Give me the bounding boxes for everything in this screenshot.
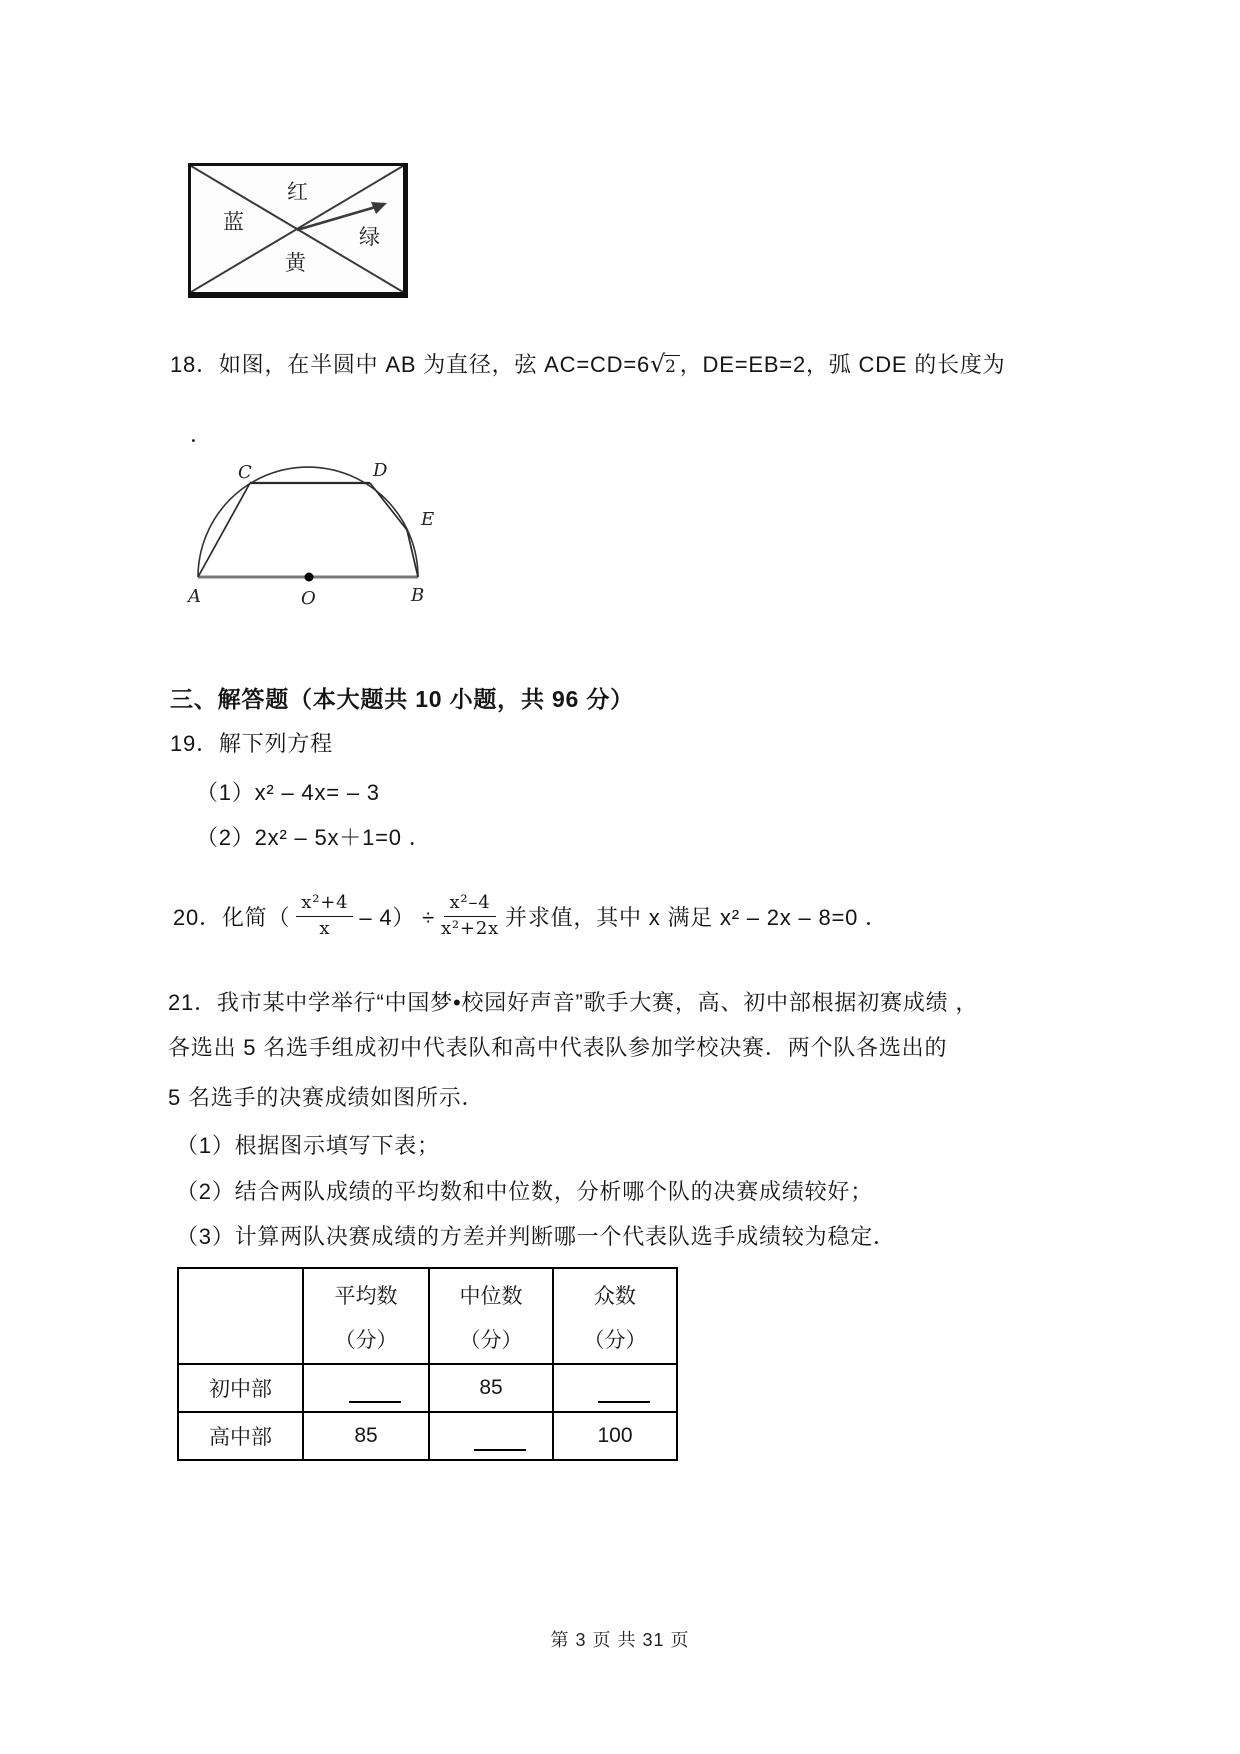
page-footer: 第 3 页 共 31 页 bbox=[550, 1630, 690, 1650]
header-mode bbox=[553, 1268, 677, 1364]
region-label-red: 红 bbox=[287, 181, 308, 204]
question-21-line-3: 5 名选手的决赛成绩如图所示． bbox=[168, 1085, 485, 1110]
header-mode-unit: （分） bbox=[583, 1329, 647, 1352]
row-label-junior: 初中部 bbox=[178, 1364, 303, 1412]
question-21-sub-3: （3）计算两队决赛成绩的方差并判断哪一个代表队选手成绩较为稳定． bbox=[176, 1224, 896, 1249]
table-header-row bbox=[178, 1268, 677, 1364]
question-18-text bbox=[170, 348, 1005, 379]
row-label-senior: 高中部 bbox=[178, 1412, 303, 1460]
rectangle-diagonals-figure bbox=[188, 163, 408, 298]
header-average bbox=[303, 1268, 429, 1364]
senior-median-cell bbox=[429, 1412, 553, 1460]
question-18-text-after: ，DE=EB=2，弧 CDE 的长度为 bbox=[679, 352, 1006, 377]
question-21-sub-2: （2）结合两队成绩的平均数和中位数，分析哪个队的决赛成绩较好； bbox=[176, 1179, 874, 1204]
radical-sign: √ bbox=[650, 350, 667, 378]
rectangle-figure-drawing bbox=[191, 166, 403, 292]
question-20-prefix: 20．化简（ bbox=[173, 904, 291, 930]
point-label-O: O bbox=[301, 588, 316, 609]
fraction-2 bbox=[441, 892, 499, 940]
radicand: 2 bbox=[664, 355, 680, 377]
center-point-O bbox=[305, 573, 314, 582]
point-label-A: A bbox=[188, 586, 201, 607]
header-median bbox=[429, 1268, 553, 1364]
table-row-junior bbox=[178, 1364, 677, 1412]
senior-average-cell: 85 bbox=[303, 1412, 429, 1460]
fraction-1 bbox=[296, 892, 353, 940]
fraction-2-denominator: x²+2x bbox=[440, 917, 500, 939]
fraction-2-numerator: x²–4 bbox=[444, 892, 495, 917]
question-19-title: 19．解下列方程 bbox=[170, 731, 333, 756]
semicircle-figure bbox=[160, 440, 460, 610]
question-20-suffix: 并求值，其中 x 满足 x² – 2x – 8=0 ． bbox=[505, 904, 888, 930]
point-label-E: E bbox=[421, 509, 435, 530]
blank-answer-line bbox=[598, 1401, 650, 1403]
senior-mode-cell: 100 bbox=[553, 1412, 677, 1460]
question-21-sub-1: （1）根据图示填写下表； bbox=[176, 1133, 440, 1158]
question-18-answer-blank: ． bbox=[190, 422, 213, 447]
header-mode-label: 众数 bbox=[594, 1285, 636, 1308]
header-median-unit: （分） bbox=[459, 1329, 523, 1352]
point-label-D: D bbox=[373, 460, 388, 481]
point-label-B: B bbox=[411, 585, 425, 606]
point-label-C: C bbox=[238, 462, 252, 483]
header-empty-cell bbox=[178, 1268, 303, 1364]
junior-median-cell: 85 bbox=[429, 1364, 553, 1412]
table-row-senior bbox=[178, 1412, 677, 1460]
fraction-1-numerator: x²+4 bbox=[296, 892, 353, 917]
header-average-label: 平均数 bbox=[334, 1285, 398, 1308]
section-3-heading: 三、解答题（本大题共 10 小题，共 96 分） bbox=[170, 686, 634, 712]
header-average-unit: （分） bbox=[334, 1329, 398, 1352]
region-label-yellow: 黄 bbox=[285, 252, 306, 275]
question-19-item-2: （2）2x² – 5x＋1=0 ． bbox=[196, 825, 432, 850]
question-20-text bbox=[173, 883, 888, 949]
fraction-1-denominator: x bbox=[319, 917, 331, 939]
header-median-label: 中位数 bbox=[459, 1285, 523, 1308]
blank-answer-line bbox=[349, 1401, 401, 1403]
semicircle-figure-drawing bbox=[160, 440, 460, 610]
region-label-blue: 蓝 bbox=[223, 211, 244, 234]
question-18-text-before: 18．如图，在半圆中 AB 为直径，弦 AC=CD=6 bbox=[170, 352, 651, 377]
statistics-table bbox=[177, 1267, 678, 1461]
region-label-green: 绿 bbox=[359, 226, 380, 249]
junior-mode-cell bbox=[553, 1364, 677, 1412]
question-21-line-1: 21．我市某中学举行“中国梦•校园好声音”歌手大赛，高、初中部根据初赛成绩 ， bbox=[168, 990, 979, 1015]
blank-answer-line bbox=[474, 1449, 526, 1451]
question-21-line-2: 各选出 5 名选手组成初中代表队和高中代表队参加学校决赛．两个队各选出的 bbox=[168, 1035, 948, 1060]
question-19-item-1: （1）x² – 4x= – 3 bbox=[196, 780, 380, 805]
sqrt-expression bbox=[650, 350, 680, 378]
junior-average-cell bbox=[303, 1364, 429, 1412]
question-20-mid: – 4） ÷ bbox=[359, 904, 435, 930]
